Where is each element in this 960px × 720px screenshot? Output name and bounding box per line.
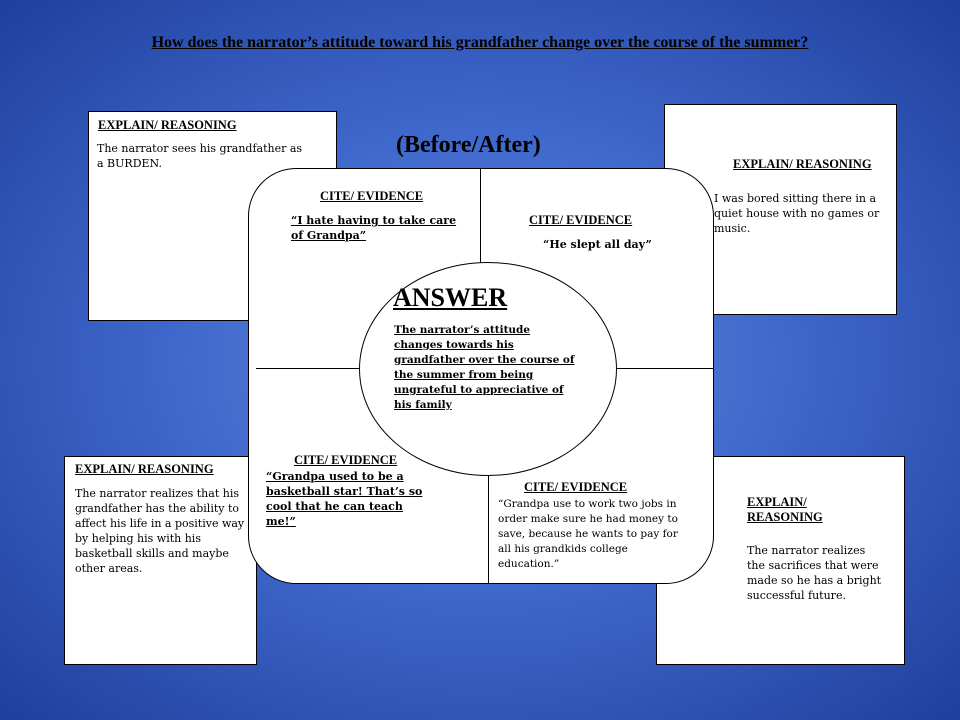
explain-box-bottom-left <box>64 456 257 665</box>
evidence-header-bottom-right: CITE/ EVIDENCE <box>524 480 628 494</box>
answer-title: ANSWER <box>393 283 508 312</box>
evidence-quote-top-left: “I hate having to take care of Grandpa” <box>291 214 457 242</box>
explain-header: EXPLAIN/ REASONING <box>98 118 237 132</box>
evidence-quote-top-right: “He slept all day” <box>543 238 652 251</box>
evidence-quote-bottom-right: “Grandpa use to work two jobs in order make sure he had money to save, because he wants to pay for all his grandkids college education.” <box>498 498 678 570</box>
explain-header: EXPLAIN/ REASONING <box>747 495 823 524</box>
evidence-quote-bottom-left: “Grandpa used to be a basketball star! That’s so cool that he can teach me!” <box>266 470 423 528</box>
explain-text: The narrator realizes that his grandfather has the ability to affect his life in a positive way by helping his with his basketball skills and maybe other areas. <box>75 487 245 575</box>
divider-vertical-top <box>480 169 481 264</box>
page-title: How does the narrator’s attitude toward his grandfather change over the course of the summer? <box>151 34 809 51</box>
explain-text: The narrator realizes the sacrifices that were made so he has a bright successful future. <box>747 544 882 602</box>
explain-header: EXPLAIN/ REASONING <box>75 462 214 476</box>
divider-vertical-bottom <box>488 474 489 584</box>
divider-horizontal-left <box>256 368 362 369</box>
evidence-header-bottom-left: CITE/ EVIDENCE <box>294 453 398 467</box>
explain-text: The narrator sees his grandfather as a BURDEN. <box>97 142 303 170</box>
explain-text: I was bored sitting there in a quiet house with no games or music. <box>714 192 880 235</box>
answer-text: The narrator’s attitude changes towards his grandfather over the course of the summer from being ungrateful to appreciative of his family <box>394 324 575 411</box>
before-after-label: (Before/After) <box>396 132 541 158</box>
divider-horizontal-right <box>615 368 713 369</box>
evidence-header-top-left: CITE/ EVIDENCE <box>320 189 424 203</box>
explain-header: EXPLAIN/ REASONING <box>733 157 872 171</box>
evidence-header-top-right: CITE/ EVIDENCE <box>529 213 633 227</box>
